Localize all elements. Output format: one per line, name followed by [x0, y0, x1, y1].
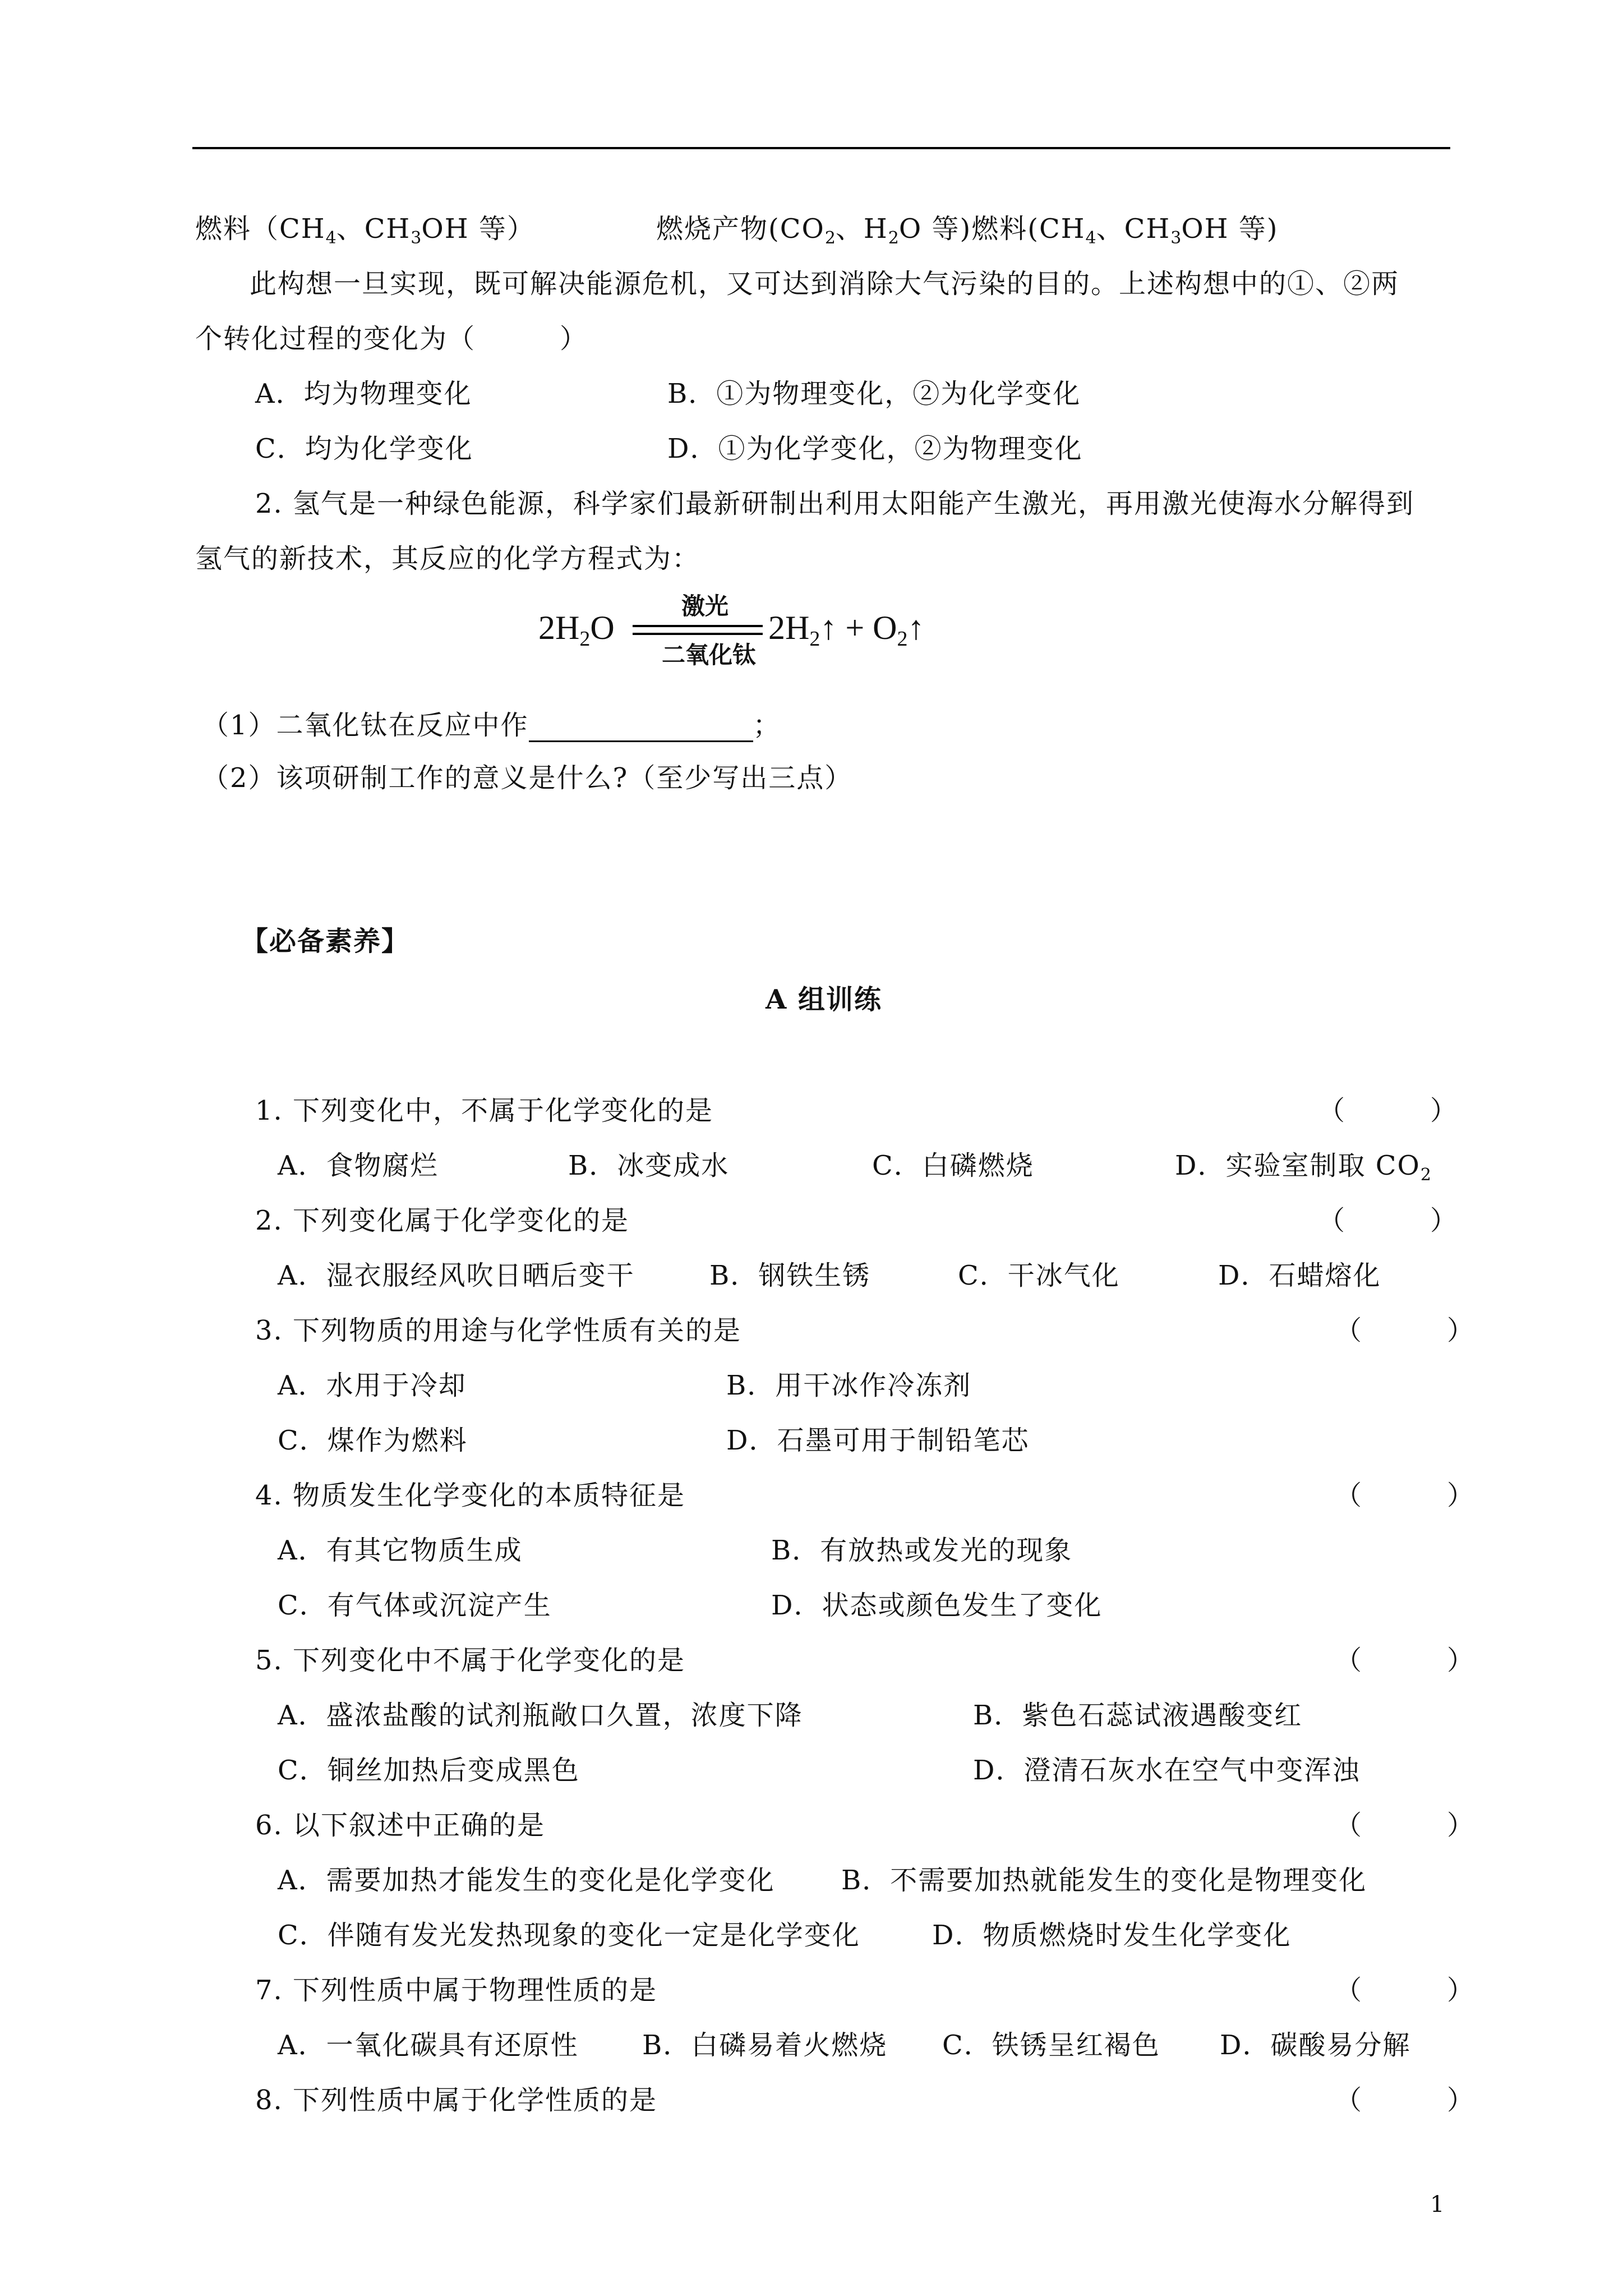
q1-option-d: D．①为化学变化，②为物理变化 — [667, 433, 1083, 464]
q2-sub2: （2）该项研制工作的意义是什么?（至少写出三点） — [202, 762, 853, 794]
question-3-paren: （ ） — [1335, 1315, 1476, 1346]
chemical-equation: $2H_2O$ 激光 二氧化钛 $2H_2↑$ + $O_2↑$ — [538, 583, 987, 668]
question-6-option-c: C．伴随有发光发热现象的变化一定是化学变化 — [278, 1920, 860, 1951]
question-3-option-b: B．用干冰作冷冻剂 — [726, 1370, 972, 1401]
q2-sub1: （1）二氧化钛在反应中作 ； — [202, 710, 781, 741]
fuel-cycle-line: 燃料（$CH_4$、$CH_3OH$ 等） — [195, 213, 535, 248]
question-5-option-d: D．澄清石灰水在空气中变浑浊 — [973, 1755, 1361, 1786]
question-4-stem: 4. 物质发生化学变化的本质特征是 — [255, 1480, 686, 1511]
question-3-stem: 3. 下列物质的用途与化学性质有关的是 — [255, 1315, 742, 1346]
question-2-paren: （ ） — [1318, 1205, 1459, 1236]
question-6-paren: （ ） — [1335, 1810, 1476, 1841]
question-8-stem: 8. 下列性质中属于化学性质的是 — [255, 2085, 658, 2116]
question-7-option-b: B．白磷易着火燃烧 — [642, 2030, 888, 2061]
question-1-paren: （ ） — [1318, 1095, 1459, 1126]
page-number: 1 — [1430, 2192, 1446, 2217]
question-7-stem: 7. 下列性质中属于物理性质的是 — [255, 1975, 658, 2006]
question-7-option-a: A．一氧化碳具有还原性 — [278, 2030, 579, 2061]
question-8-paren: （ ） — [1335, 2085, 1476, 2116]
question-2-option-a: A．湿衣服经风吹日晒后变干 — [278, 1260, 635, 1291]
question-4-paren: （ ） — [1335, 1480, 1476, 1511]
question-3-option-c: C．煤作为燃料 — [278, 1425, 468, 1456]
question-7-option-c: C．铁锈呈红褐色 — [942, 2030, 1160, 2061]
question-1-option-c: C．白磷燃烧 — [872, 1150, 1034, 1181]
fuel-cycle-products: 燃烧产物($CO_2$、$H_2O$ 等)燃料($CH_4$、$CH_3OH$ 等) — [656, 213, 1279, 248]
question-1-stem: 1. 下列变化中，不属于化学变化的是 — [255, 1095, 714, 1126]
question-2-option-c: C．干冰气化 — [958, 1260, 1120, 1291]
answer-blank[interactable] — [529, 716, 753, 742]
question-2-option-d: D．石蜡熔化 — [1218, 1260, 1381, 1291]
question-1-option-a: A．食物腐烂 — [278, 1150, 439, 1181]
q2-text-line2: 氢气的新技术，其反应的化学方程式为： — [195, 543, 700, 574]
equation-equals-bottom — [633, 633, 763, 635]
question-1-option-d: D．实验室制取 $CO_2$ — [1175, 1150, 1431, 1185]
question-4-option-c: C．有气体或沉淀产生 — [278, 1590, 552, 1621]
question-5-option-c: C．铜丝加热后变成黑色 — [278, 1755, 580, 1786]
q1-option-b: B．①为物理变化，②为化学变化 — [667, 378, 1081, 409]
question-4-option-d: D．状态或颜色发生了变化 — [771, 1590, 1103, 1621]
equation-condition-below: 二氧化钛 — [662, 641, 757, 669]
q1-text-line1: 此构想一旦实现，既可解决能源危机，又可达到消除大气污染的目的。上述构想中的①、②两 — [250, 268, 1400, 300]
section-title: 【必备素养】 — [241, 926, 410, 957]
question-3-option-d: D．石墨可用于制铅笔芯 — [726, 1425, 1030, 1456]
question-6-option-b: B．不需要加热就能发生的变化是物理变化 — [841, 1865, 1367, 1896]
question-1-option-b: B．冰变成水 — [568, 1150, 730, 1181]
header-rule — [192, 147, 1450, 149]
question-5-stem: 5. 下列变化中不属于化学变化的是 — [255, 1645, 686, 1676]
question-5-option-b: B．紫色石蕊试液遇酸变红 — [973, 1700, 1303, 1731]
question-7-paren: （ ） — [1335, 1975, 1476, 2006]
question-5-option-a: A．盛浓盐酸的试剂瓶敞口久置，浓度下降 — [278, 1700, 803, 1731]
question-3-option-a: A．水用于冷却 — [278, 1370, 467, 1401]
question-6-stem: 6. 以下叙述中正确的是 — [255, 1810, 546, 1841]
question-5-paren: （ ） — [1335, 1645, 1476, 1676]
question-6-option-d: D．物质燃烧时发生化学变化 — [932, 1920, 1292, 1951]
equation-condition-above: 激光 — [681, 592, 729, 620]
question-2-stem: 2. 下列变化属于化学变化的是 — [255, 1205, 630, 1236]
question-4-option-b: B．有放热或发光的现象 — [771, 1535, 1073, 1566]
group-title: A 组训练 — [766, 984, 882, 1015]
equation-equals-top — [633, 625, 763, 627]
q1-option-c: C．均为化学变化 — [255, 433, 473, 464]
q1-option-a: A．均为物理变化 — [255, 378, 472, 409]
question-4-option-a: A．有其它物质生成 — [278, 1535, 523, 1566]
question-2-option-b: B．钢铁生锈 — [709, 1260, 871, 1291]
question-6-option-a: A．需要加热才能发生的变化是化学变化 — [278, 1865, 775, 1896]
question-7-option-d: D．碳酸易分解 — [1220, 2030, 1411, 2061]
q1-text-line2: 个转化过程的变化为（ ） — [195, 323, 588, 355]
q2-text-line1: 2. 氢气是一种绿色能源，科学家们最新研制出利用太阳能产生激光，再用激光使海水分解得到 — [255, 488, 1415, 519]
